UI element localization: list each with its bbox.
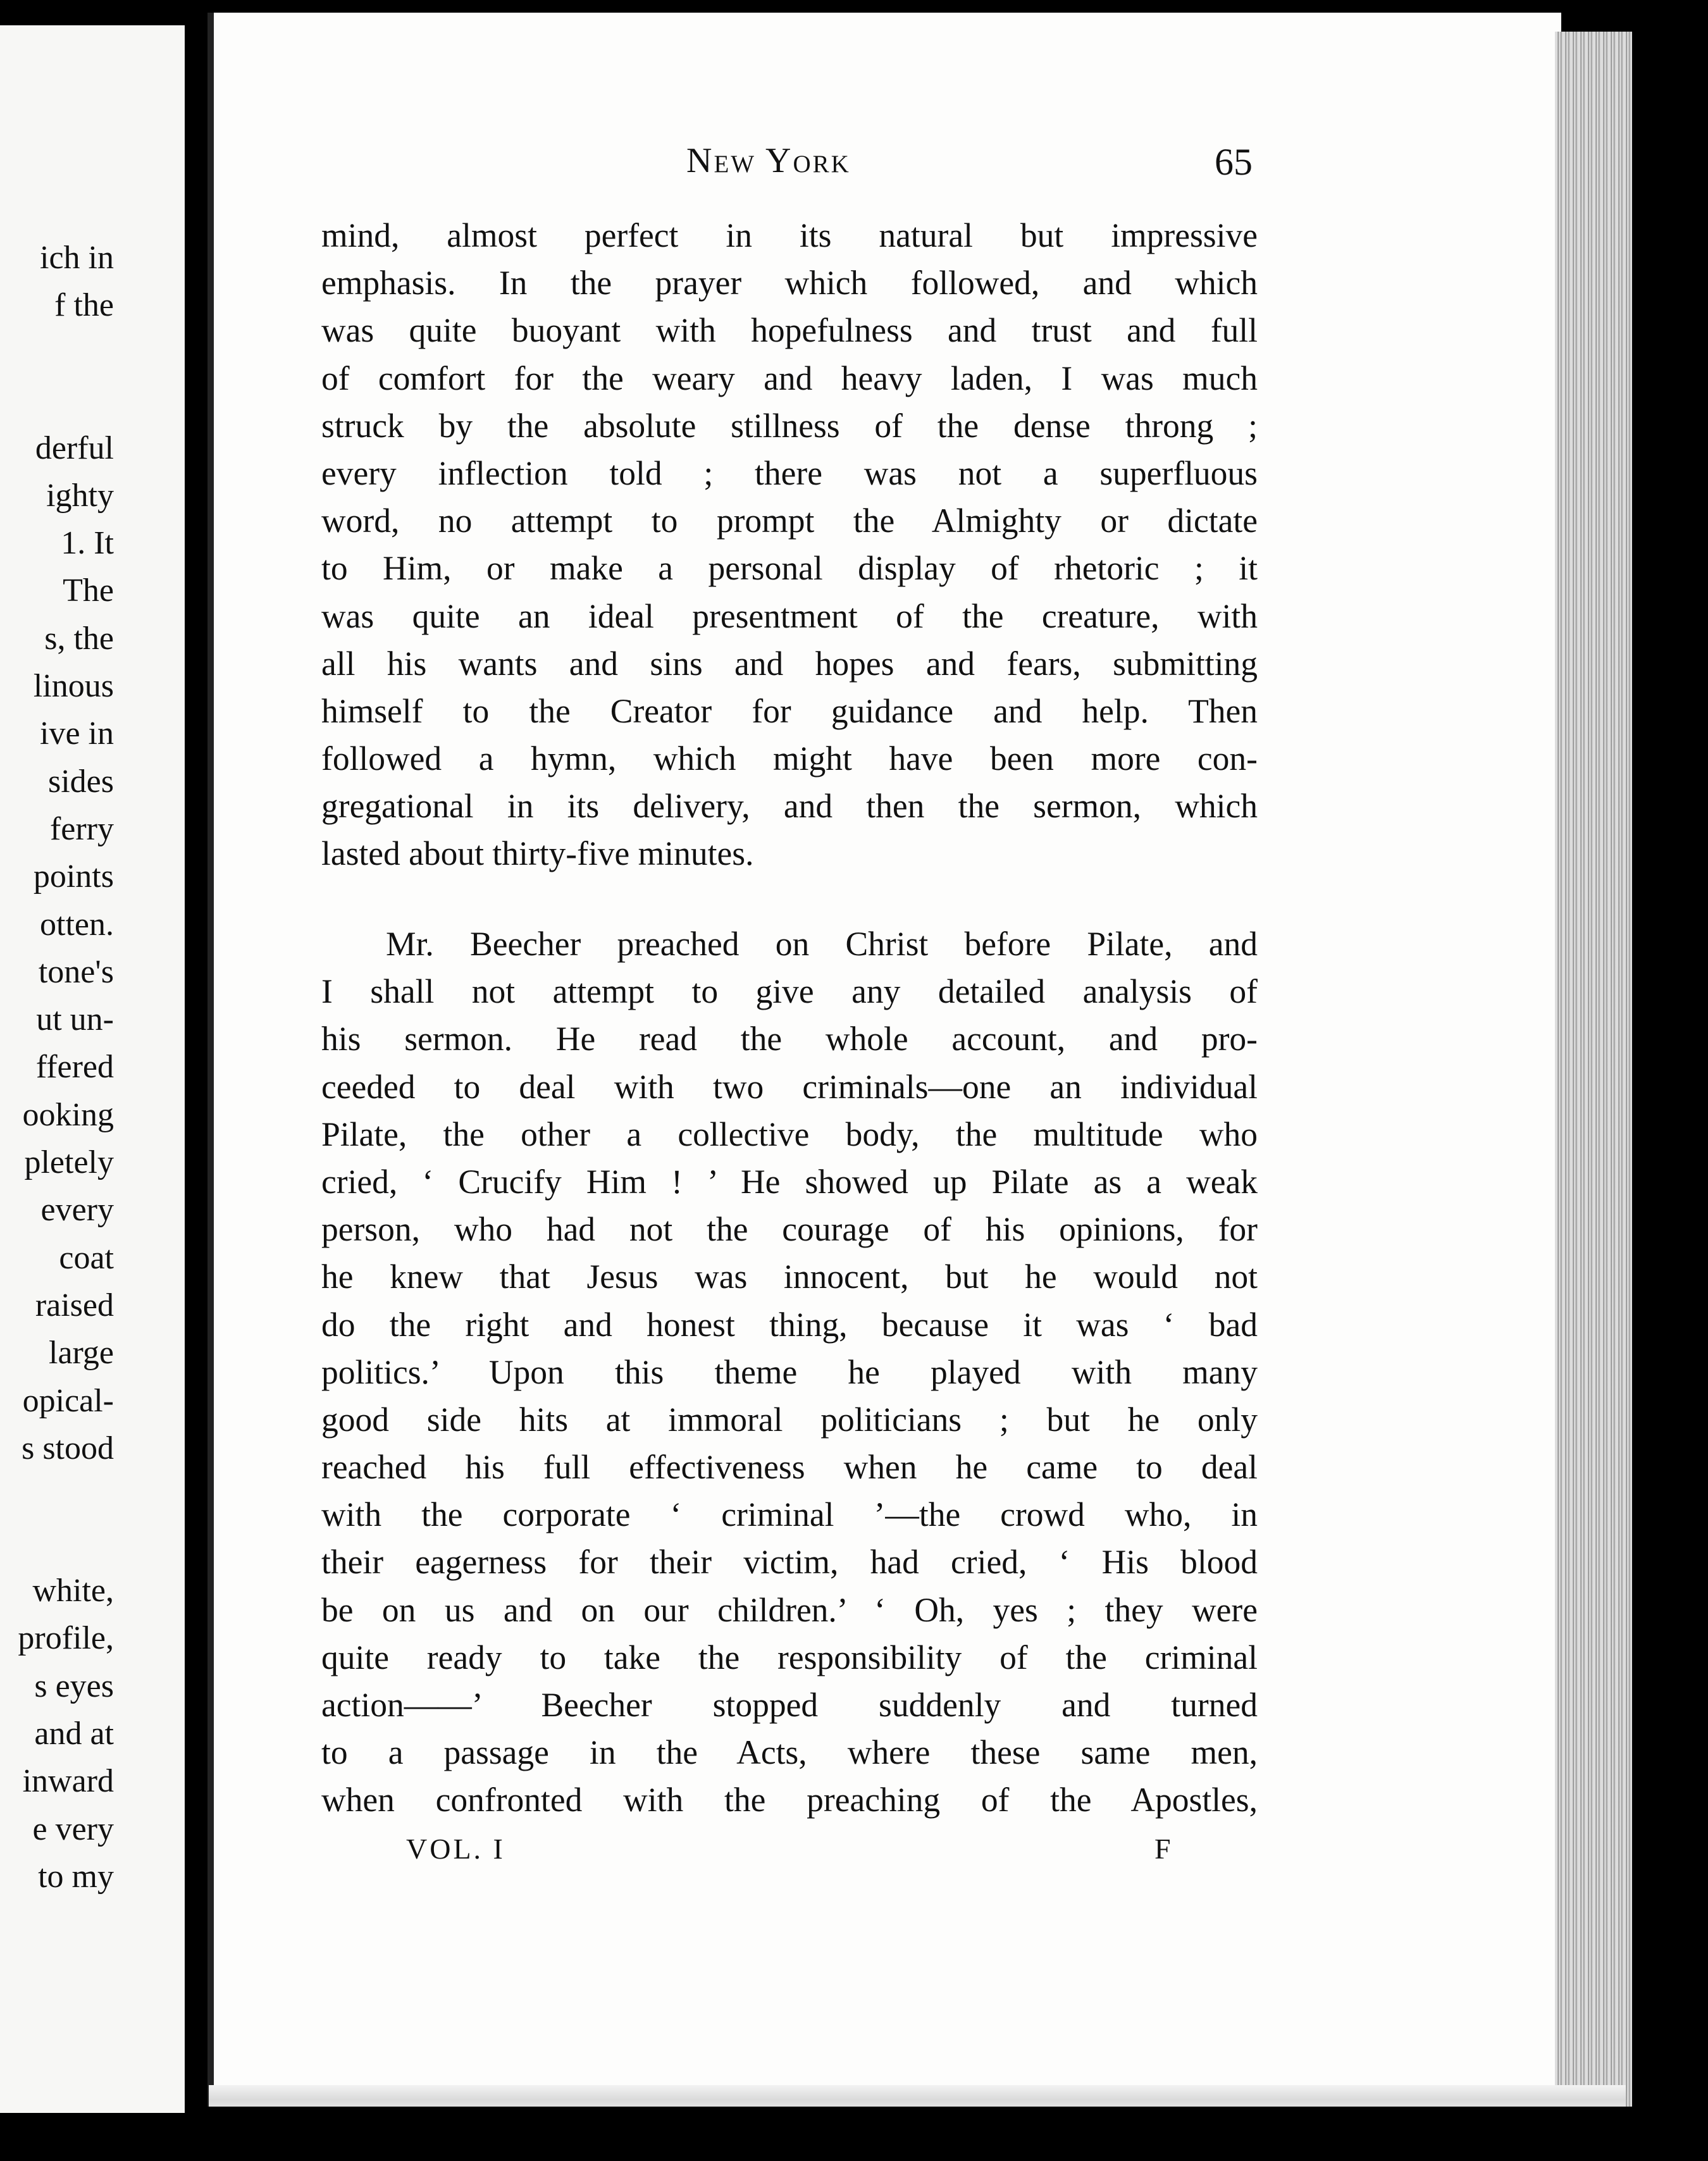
facing-line: white, [32, 1573, 114, 1609]
facing-line: derful [35, 430, 114, 466]
facing-line: large [49, 1335, 114, 1372]
facing-line: sides [48, 763, 114, 800]
text-line: politics.’ Upon this theme he played with many [321, 1353, 1258, 1391]
facing-line: ooking [22, 1096, 114, 1133]
volume-mark: VOL. I [406, 1833, 505, 1865]
text-line: with the corporate ‘ criminal ’—the crowd who, in [321, 1495, 1258, 1534]
facing-line: ffered [35, 1049, 114, 1086]
facing-line: ferry [49, 810, 114, 847]
scan-border-bottom [202, 2107, 1683, 2161]
text-line: action——’ Beecher stopped suddenly and turned [321, 1686, 1258, 1724]
text-line: struck by the absolute stillness of the dense throng ; [321, 406, 1258, 445]
text-line: every inflection told ; there was not a superfluous [321, 454, 1258, 492]
facing-line: 1. It [61, 525, 114, 562]
text-line: word, no attempt to prompt the Almighty or dictate [321, 502, 1258, 540]
text-line: when confronted with the preaching of the Apostles, [321, 1781, 1258, 1819]
text-line: gregational in its delivery, and then the sermon, which [321, 787, 1258, 826]
facing-line: every [40, 1192, 114, 1229]
facing-line: ich in [40, 240, 114, 276]
facing-line: The [63, 573, 114, 609]
facing-gap [0, 1472, 114, 1567]
book-gutter [185, 0, 207, 2161]
text-line: cried, ‘ Crucify Him ! ’ He showed up Pilate as a weak [321, 1162, 1258, 1201]
page-number: 65 [1215, 141, 1253, 183]
text-line: Pilate, the other a collective body, the multitude who [321, 1115, 1258, 1153]
facing-line: ighty [46, 477, 114, 514]
paragraph-1 [321, 212, 1258, 878]
text-line: quite ready to take the responsibility of the criminal [321, 1638, 1258, 1676]
facing-line: s eyes [34, 1668, 114, 1704]
facing-line: f the [54, 287, 114, 324]
text-line: to Him, or make a personal display of rhetoric ; it [321, 549, 1258, 588]
facing-page-text [0, 234, 114, 1900]
text-line: mind, almost perfect in its natural but impressive [321, 216, 1258, 254]
facing-line: to my [38, 1858, 114, 1895]
facing-line: linous [33, 668, 114, 705]
facing-line: profile, [18, 1620, 114, 1657]
facing-line: inward [22, 1763, 114, 1800]
facing-line: pletely [24, 1144, 114, 1181]
text-line: to a passage in the Acts, where these same men, [321, 1733, 1258, 1772]
text-line: person, who had not the courage of his opinions, for [321, 1210, 1258, 1249]
text-line: followed a hymn, which might have been more con- [321, 740, 1258, 778]
text-line: be on us and on our children.’ ‘ Oh, yes ; they were [321, 1590, 1258, 1629]
facing-line: coat [59, 1239, 114, 1276]
facing-line: s stood [22, 1430, 114, 1466]
paragraph-2 [321, 920, 1258, 1824]
facing-line: s, the [44, 620, 114, 657]
scan-border-right [1632, 0, 1708, 2161]
text-line: Mr. Beecher preached on Christ before Pilate, and [386, 925, 1258, 963]
running-head: New York [686, 141, 851, 180]
text-line: lasted about thirty-five minutes. [321, 834, 754, 873]
text-line: emphasis. In the prayer which followed, and which [321, 264, 1258, 302]
facing-line: points [33, 858, 114, 895]
text-line: ceeded to deal with two criminals—one an individual [321, 1067, 1258, 1106]
text-line: he knew that Jesus was innocent, but he would not [321, 1258, 1258, 1296]
text-line: of comfort for the weary and heavy laden, I was much [321, 359, 1258, 397]
facing-line: ut un- [36, 1001, 114, 1038]
text-line: do the right and honest thing, because it was ‘ bad [321, 1305, 1258, 1344]
text-line: good side hits at immoral politicians ; but he only [321, 1400, 1258, 1439]
text-line: himself to the Creator for guidance and help. Then [321, 691, 1258, 730]
facing-line: ive in [40, 715, 114, 752]
facing-gap [0, 330, 114, 424]
facing-line: otten. [40, 906, 114, 943]
signature-mark: F [1154, 1833, 1171, 1865]
facing-line: e very [32, 1811, 114, 1847]
text-line: was quite an ideal presentment of the creature, with [321, 597, 1258, 635]
text-line: all his wants and sins and hopes and fears, submitting [321, 644, 1258, 683]
facing-line: opical- [22, 1382, 114, 1419]
text-line: their eagerness for their victim, had cried, ‘ His blood [321, 1543, 1258, 1582]
facing-line: and at [34, 1716, 114, 1752]
text-line: was quite buoyant with hopefulness and trust and full [321, 311, 1258, 350]
text-line: his sermon. He read the whole account, and pro- [321, 1020, 1258, 1058]
facing-page-left [0, 25, 185, 2113]
text-line: reached his full effectiveness when he came to deal [321, 1448, 1258, 1487]
facing-line: raised [35, 1287, 114, 1323]
facing-line: tone's [38, 953, 114, 990]
text-line: I shall not attempt to give any detailed analysis of [321, 972, 1258, 1011]
